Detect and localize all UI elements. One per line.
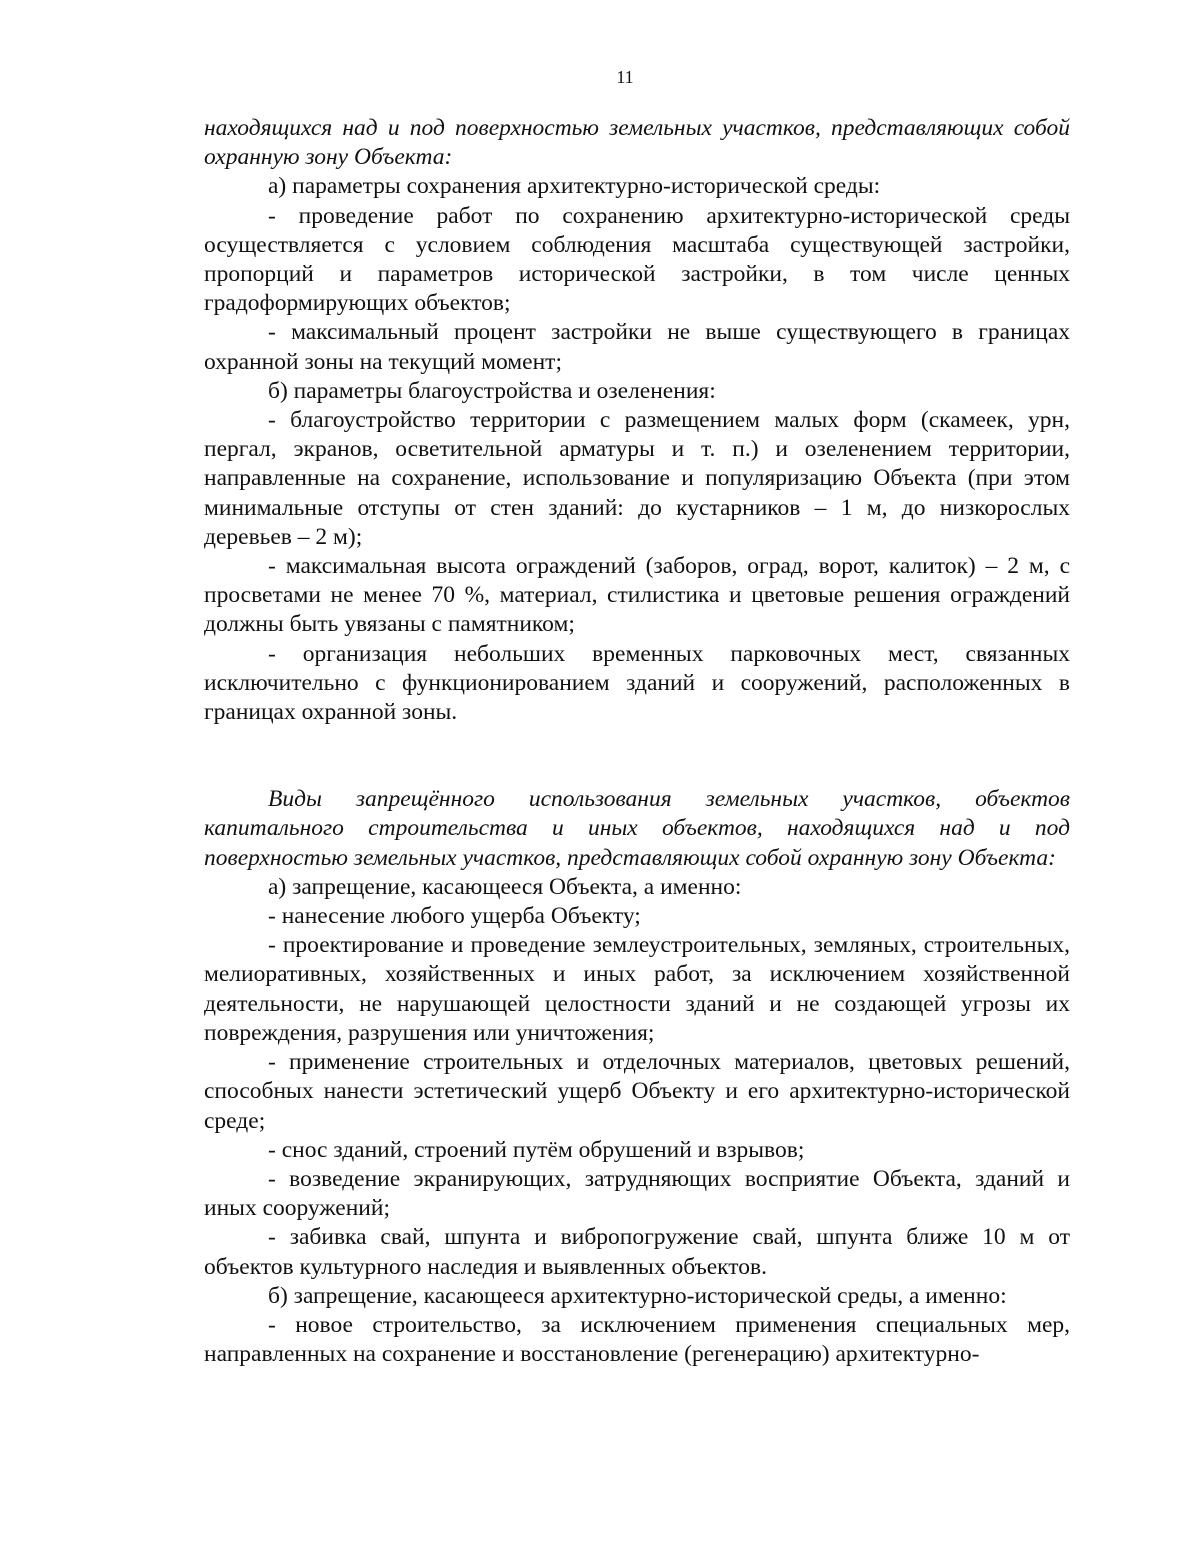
paragraph-item: - снос зданий, строений путём обрушений и взрывов; xyxy=(268,1136,805,1163)
paragraph-item: - нанесение любого ущерба Объекту; xyxy=(268,903,641,930)
paragraph-item: - благоустройство территории с размещением малых форм (скамеек, урн, пергал, экранов, осветительной арматуры и т. п.) и озеленением территории, направленные на сохранение, использование и популяризацию Объекта (при этом минимальные отступы от стен зданий: до кустарников – 1 м, до низкорослых деревьев – 2 м); xyxy=(204,407,1070,550)
paragraph-item: - проектирование и проведение землеустроительных, земляных, строительных, мелиоративных, хозяйственных и иных работ, за исключением хозяйственной деятельности, не нарушающей целостности зданий и не создающей угрозы их повреждения, разрушения или уничтожения; xyxy=(204,932,1070,1046)
paragraph-item: - максимальная высота ограждений (заборов, оград, ворот, калиток) – 2 м, с просветами не менее 70 %, материал, стилистика и цветовые решения ограждений должны быть увязаны с памятником; xyxy=(204,553,1070,638)
paragraph-item: - максимальный процент застройки не выше существующего в границах охранной зоны на текущий момент; xyxy=(204,319,1070,375)
paragraph-item: - проведение работ по сохранению архитектурно-исторической среды осуществляется с условием соблюдения масштаба существующей застройки, пропорций и параметров исторической застройки, в том числе ценных градоформирующих объектов; xyxy=(204,202,1070,317)
paragraph-item: б) параметры благоустройства и озеленения: xyxy=(268,377,716,404)
document-body xyxy=(204,114,1070,1369)
page-number: 11 xyxy=(616,67,634,87)
paragraph-item: - возведение экранирующих, затрудняющих восприятие Объекта, зданий и иных сооружений; xyxy=(204,1165,1070,1222)
paragraph-item: б) запрещение, касающееся архитектурно-исторической среды, а именно: xyxy=(268,1282,1007,1309)
paragraph-intro-italic: находящихся над и под поверхностью земельных участков, представляющих собой охранную зону Объекта: xyxy=(204,115,1070,171)
paragraph-item: - применение строительных и отделочных материалов, цветовых решений, способных нанести эстетический ущерб Объекту и его архитектурно-исторической среде; xyxy=(204,1049,1070,1134)
paragraph-item: а) запрещение, касающееся Объекта, а именно: xyxy=(268,873,742,900)
paragraph-item: - забивка свай, шпунта и вибропогружение свай, шпунта ближе 10 м от объектов культурного наследия и выявленных объектов. xyxy=(204,1224,1070,1280)
section-heading-italic: Виды запрещённого использования земельных участков, объектов капитального строительства и иных объектов, находящихся над и под поверхностью земельных участков, представляющих собой охранную зону Объекта: xyxy=(204,786,1070,871)
paragraph-item-continued: - новое строительство, за исключением применения специальных мер, направленных на сохранение и восстановление (регенерацию) архитектурно- xyxy=(204,1311,1070,1368)
paragraph-item: - организация небольших временных парковочных мест, связанных исключительно с функционированием зданий и сооружений, расположенных в границах охранной зоны. xyxy=(204,640,1070,726)
paragraph-item: а) параметры сохранения архитектурно-исторической среды: xyxy=(268,173,881,200)
section-spacer xyxy=(204,727,1070,785)
